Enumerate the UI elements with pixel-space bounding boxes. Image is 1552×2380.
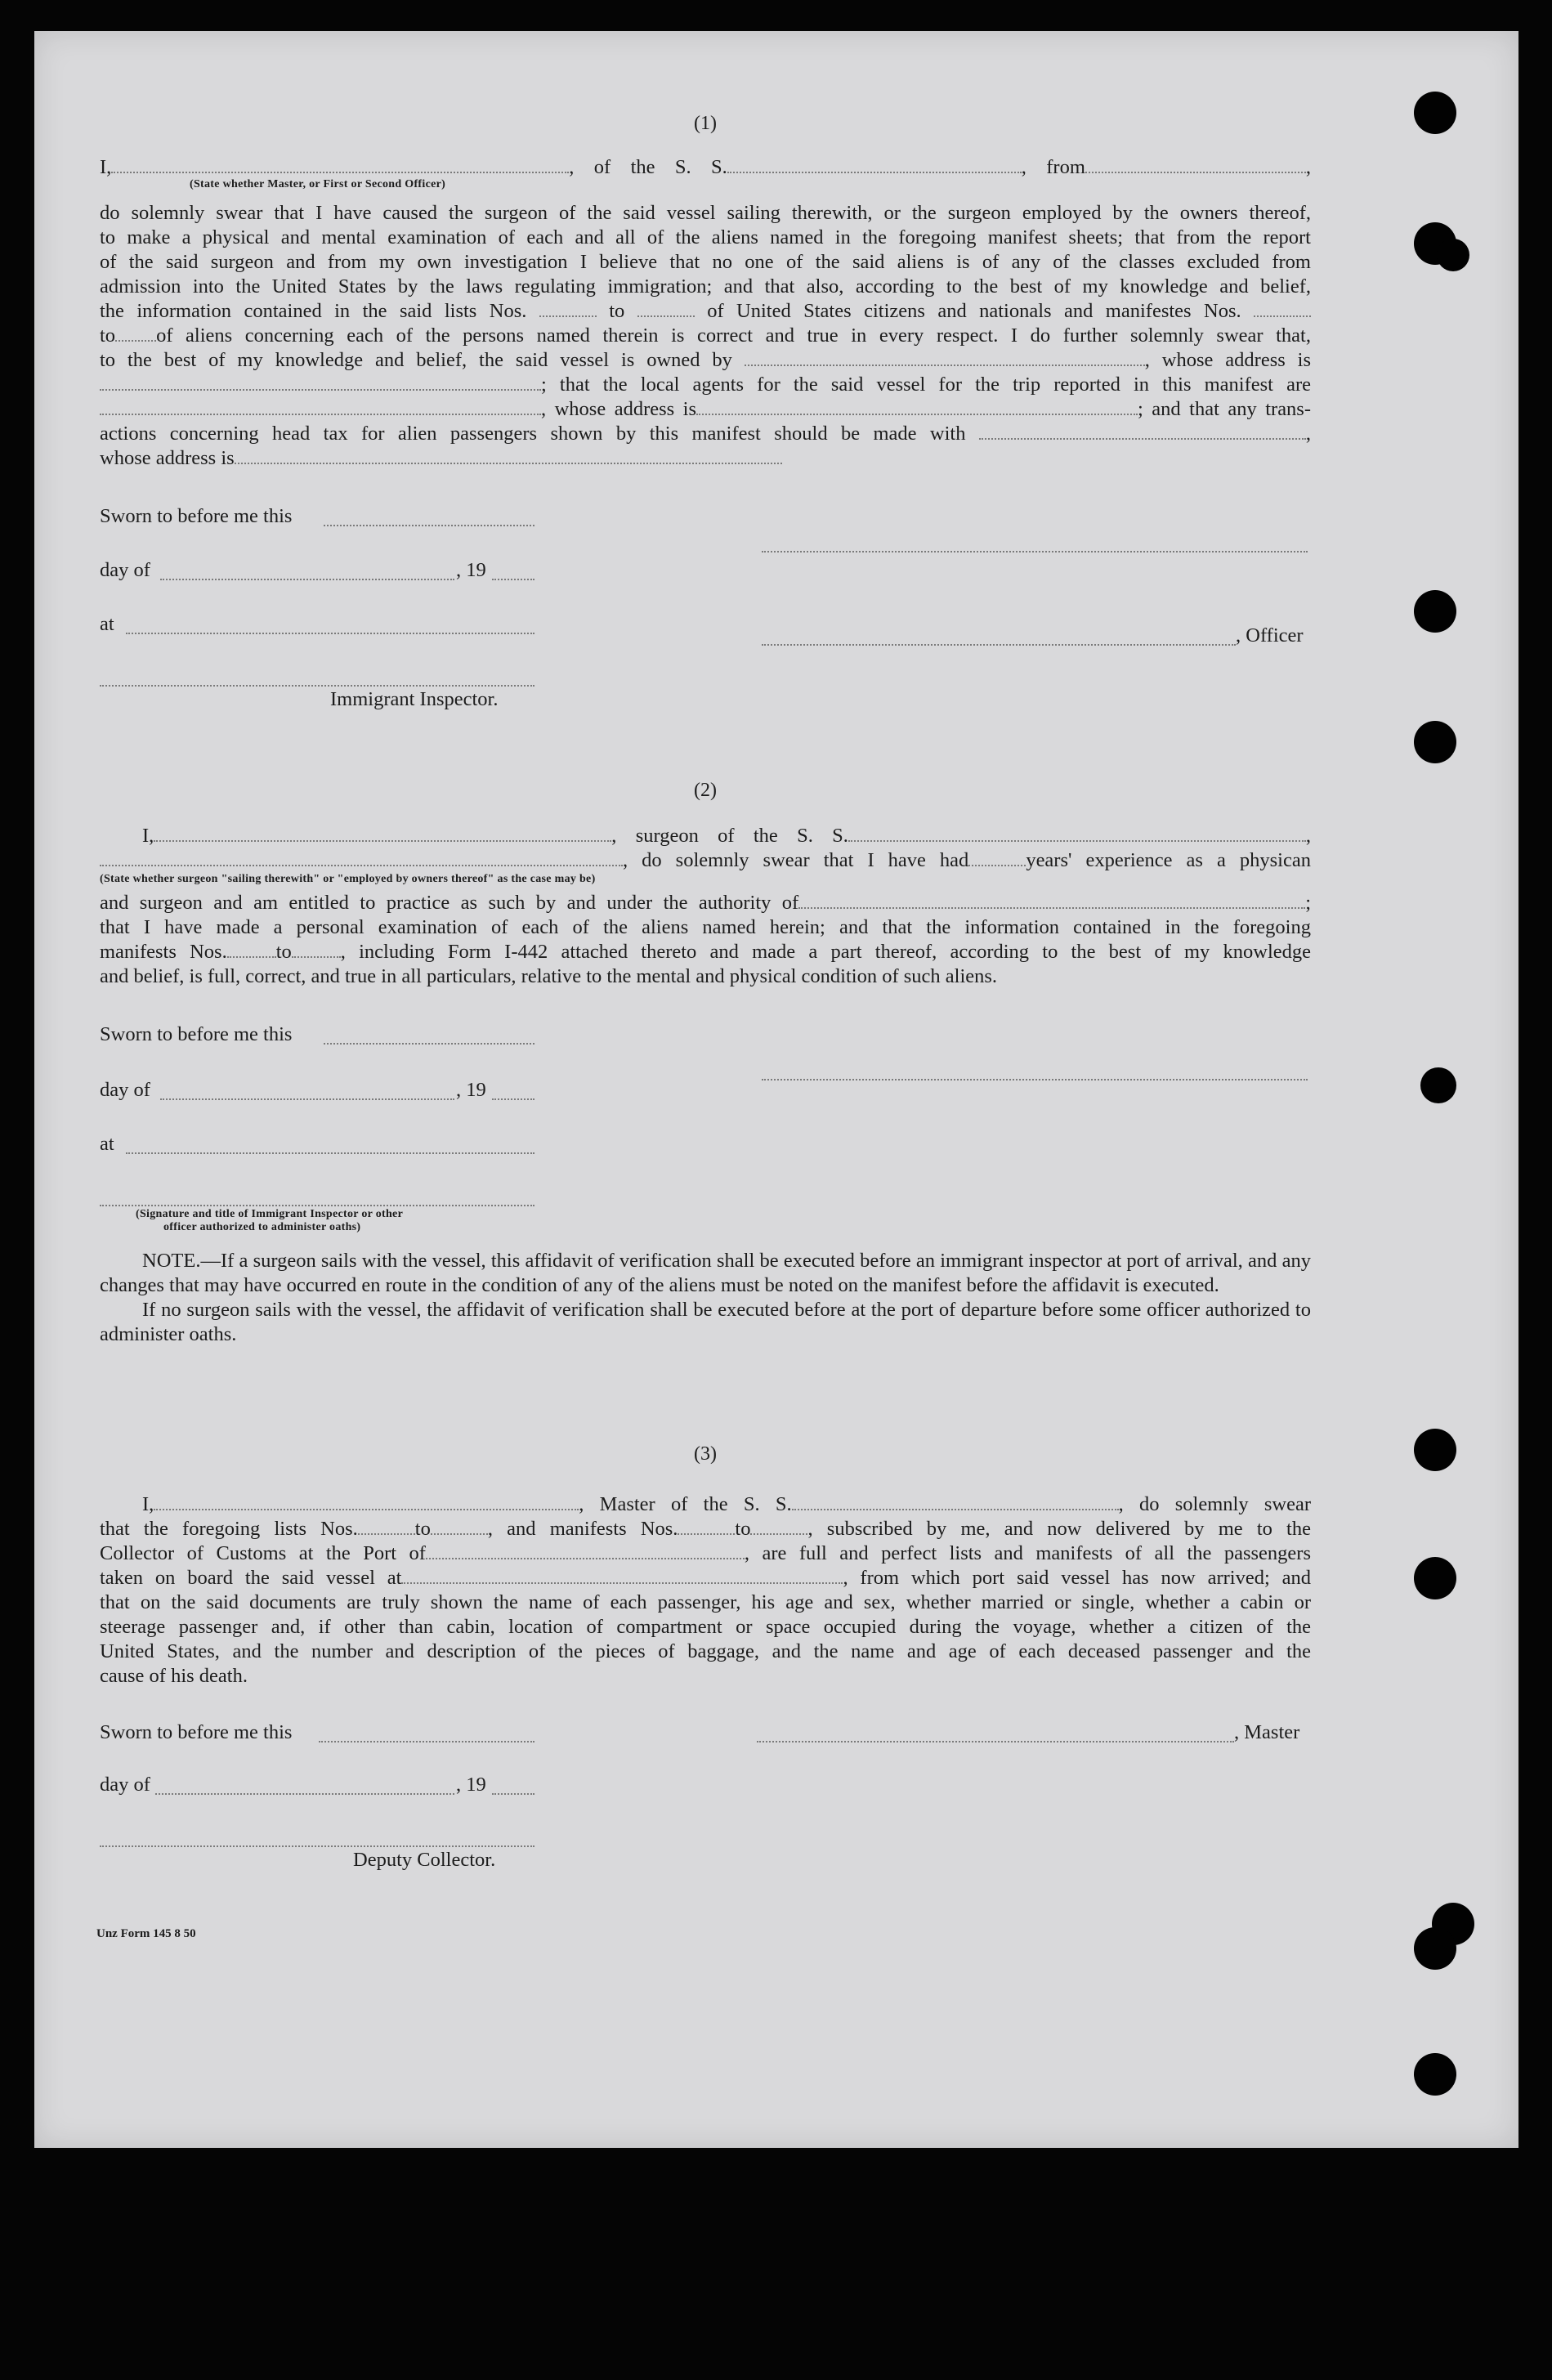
at-field[interactable] (126, 631, 534, 634)
day-of-label: day of (100, 559, 150, 581)
surgeon-vessel-field[interactable] (848, 825, 1306, 842)
punch-hole (1414, 2053, 1456, 2096)
sworn-date-field[interactable] (324, 1041, 534, 1045)
owner-address-field[interactable] (100, 374, 541, 391)
origin-port-field[interactable] (1085, 157, 1306, 173)
punch-hole (1414, 1429, 1456, 1471)
day-of-label: day of (100, 1079, 150, 1101)
at-label: at (100, 1133, 114, 1155)
surgeon-note: (State whether surgeon "sailing therewith" or "employed by owners thereof" as the case may be) (100, 873, 596, 885)
lists-from-field[interactable] (539, 301, 597, 317)
year-label: , 19 (456, 1774, 486, 1796)
inspector-signature-line[interactable] (100, 1203, 534, 1206)
sworn-date-field[interactable] (319, 1739, 534, 1742)
sworn-label: Sworn to before me this (100, 1721, 293, 1743)
punch-hole (1414, 1927, 1456, 1970)
section-2-number: (2) (694, 780, 717, 801)
year-label: , 19 (456, 559, 486, 581)
year-field[interactable] (492, 1792, 534, 1795)
note-1: NOTE.—If a surgeon sails with the vessel, this affidavit of verification shall be executed before an immigrant inspector at port of arrival, and any changes that may have occurred en route in the condition of any of the aliens must be noted on the manifest before the affidavit is executed. (100, 1250, 1311, 1296)
deputy-collector-label: Deputy Collector. (353, 1849, 496, 1871)
owner-field[interactable] (745, 350, 1145, 366)
year-label: , 19 (456, 1079, 486, 1101)
head-tax-address-field[interactable] (235, 448, 782, 464)
at-label: at (100, 613, 114, 635)
punch-hole (1414, 92, 1456, 134)
port-field[interactable] (426, 1543, 745, 1559)
surgeon-name-field[interactable] (154, 825, 611, 842)
note-2: If no surgeon sails with the vessel, the affidavit of verification shall be executed before at the port of departure before some officer authorized to administer oaths. (100, 1299, 1311, 1345)
year-field[interactable] (492, 577, 534, 580)
authority-field[interactable] (798, 892, 1305, 909)
punch-hole (1414, 1557, 1456, 1599)
deputy-signature-line[interactable] (100, 1844, 534, 1847)
form-number: Unz Form 145 8 50 (96, 1927, 196, 1940)
punch-hole (1414, 721, 1456, 763)
day-of-field[interactable] (160, 577, 454, 580)
manifests-to-field[interactable] (292, 942, 341, 958)
manifests-from-field[interactable] (678, 1519, 735, 1535)
day-of-field[interactable] (155, 1792, 454, 1795)
immigrant-inspector-label: Immigrant Inspector. (330, 688, 499, 710)
agents-field[interactable] (100, 399, 541, 415)
section-2-oath: I, , surgeon of the S. S. , , do solemnly swear that I have had years' experience as a physican and surgeon and am entitled to practice as such by and under the authority of ; that I have made a personal examination of each of the aliens named herein; and that the information contained in the foregoing manifests Nos. to , including Form I-442 attached thereto and made a part thereof, according to the best of my knowledge and belief, is full, correct, and true in all particulars, relative to the mental and physical condition of such aliens. (100, 825, 1312, 987)
lists-to-field[interactable] (431, 1519, 488, 1535)
manifests-from-field[interactable] (1254, 301, 1311, 317)
sworn-label: Sworn to before me this (100, 1023, 293, 1045)
day-of-label: day of (100, 1774, 150, 1796)
officer-title-line[interactable] (762, 642, 1236, 646)
vessel-name-field[interactable] (727, 157, 1022, 173)
at-field[interactable] (126, 1151, 534, 1154)
year-field[interactable] (492, 1097, 534, 1100)
signature-note: officer authorized to administer oaths) (163, 1221, 361, 1233)
section-1-number: (1) (694, 113, 717, 134)
departure-port-field[interactable] (401, 1568, 843, 1584)
master-label: , Master (1234, 1721, 1300, 1743)
lists-to-field[interactable] (637, 301, 695, 317)
officer-label: , Officer (1236, 624, 1304, 646)
surgeon-signature-line[interactable] (762, 1077, 1308, 1080)
sworn-label: Sworn to before me this (100, 505, 293, 527)
manifests-from-field[interactable] (227, 942, 276, 958)
years-field[interactable] (968, 850, 1026, 866)
agents-address-field[interactable] (696, 399, 1138, 415)
section-1-oath: I, , of the S. S. , from , do solemnly swear that I have caused the surgeon of the said vessel sailing therewith, or the surgeon employed by the owners thereof, to make a physical and mental examination of each and all of the aliens named in the foregoing manifest sheets; that from the report of the said surgeon and from my own investigation I believe that no one of the said aliens is of any of the classes excluded from admission into the United States by the laws regulating immigration; and that also, according to the best of my knowledge and belief, the information contained in the said lists Nos. to of United States citizens and nationals and manifestes Nos. to of aliens concerning each of the persons named therein is correct and true in every respect. I do further solemnly swear that, to the best of my knowledge and belief, the said vessel is owned by , whose address is ; that the local agents for the said vessel for the trip reported in this manifest are , whose address is ; and that any trans- actions concerning head tax for alien passengers shown by this manifest should be made with , whose address is (100, 156, 1312, 469)
officer-name-field[interactable] (111, 157, 569, 173)
note-block (100, 1249, 1311, 1347)
master-vessel-field[interactable] (792, 1494, 1119, 1510)
signature-note: (Signature and title of Immigrant Inspector or other (136, 1208, 404, 1220)
punch-hole (1437, 239, 1469, 271)
surgeon-type-field[interactable] (100, 850, 623, 866)
officer-signature-line[interactable] (762, 549, 1308, 552)
section-3-number: (3) (694, 1443, 717, 1465)
manifests-to-field[interactable] (750, 1519, 807, 1535)
inspector-signature-line[interactable] (100, 683, 534, 687)
head-tax-contact-field[interactable] (979, 423, 1306, 440)
day-of-field[interactable] (160, 1097, 454, 1100)
punch-hole (1420, 1067, 1456, 1103)
sworn-date-field[interactable] (324, 523, 534, 526)
master-signature-line[interactable] (757, 1739, 1234, 1742)
lists-from-field[interactable] (358, 1519, 415, 1535)
punch-hole (1414, 590, 1456, 633)
master-name-field[interactable] (154, 1494, 579, 1510)
manifests-to-field[interactable] (115, 325, 156, 342)
section-3-oath: I, , Master of the S. S. , do solemnly swear that the foregoing lists Nos. to , and manifests Nos. to , subscribed by me, and now delivered by me to the Collector of Customs at the Port of , are full and perfect lists and manifests of all the passengers taken on board the said vessel at , from which port said vessel has now arrived; and that on the said documents are truly shown the name of each passenger, his age and sex, whether married or single, whether a cabin or steerage passenger and, if other than cabin, location of compartment or space occupied during the voyage, whether a citizen of the United States, and the number and description of the pieces of baggage, and the name and age of each deceased passenger and the cause of his death. (100, 1493, 1312, 1687)
officer-note: (State whether Master, or First or Second Officer) (190, 178, 446, 190)
